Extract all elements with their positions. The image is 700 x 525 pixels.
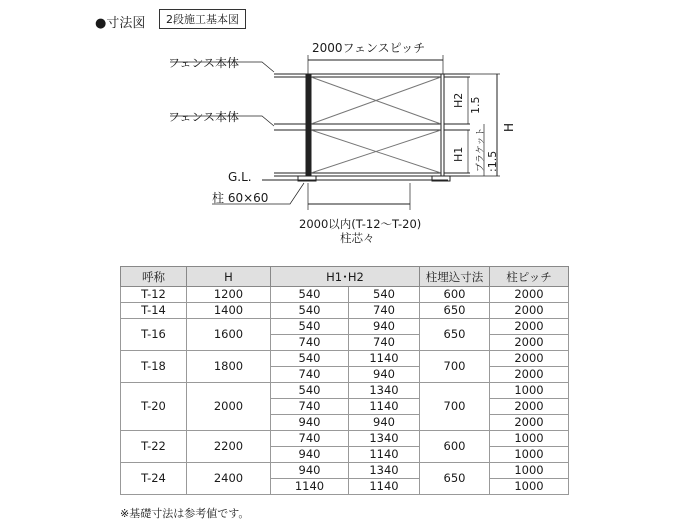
label-pitch: 2000フェンスピッチ — [312, 41, 426, 55]
cell-pitch: 2000 — [490, 367, 569, 383]
cell-pitch: 2000 — [490, 335, 569, 351]
cell-h1: 740 — [271, 399, 349, 415]
table-row — [121, 319, 569, 335]
cell-h2: 740 — [349, 303, 420, 319]
cell-h1: 540 — [271, 351, 349, 367]
label-fence-body-bottom: フェンス本体 — [168, 110, 240, 124]
cell-h1: 540 — [271, 287, 349, 303]
cell-h2: 940 — [349, 367, 420, 383]
cell-pitch: 2000 — [490, 303, 569, 319]
header-pitch: 柱ピッチ — [490, 267, 569, 287]
footnote: ※基礎寸法は参考値です。 — [120, 507, 250, 520]
cell-h2: 1340 — [349, 383, 420, 399]
label-post: 柱 60×60 — [212, 191, 269, 205]
cell-h: 1400 — [187, 303, 271, 319]
cell-name: T-20 — [121, 383, 187, 431]
label-h1: H1 — [452, 146, 465, 162]
cell-name: T-18 — [121, 351, 187, 383]
table-row — [121, 351, 569, 367]
cell-name: T-24 — [121, 463, 187, 495]
post-right — [441, 74, 444, 176]
cell-h2: 1140 — [349, 399, 420, 415]
label-within: 2000以内(T-12～T-20) — [299, 217, 422, 231]
header-h1-h2: H1･H2 — [271, 267, 420, 287]
post-left — [306, 74, 311, 176]
cell-h1: 940 — [271, 447, 349, 463]
cell-name: T-22 — [121, 431, 187, 463]
cell-h1: 740 — [271, 335, 349, 351]
cell-h2: 1340 — [349, 431, 420, 447]
cell-embed: 650 — [420, 319, 490, 351]
cell-embed: 600 — [420, 287, 490, 303]
cell-h2: 740 — [349, 335, 420, 351]
header-embed: 柱埋込寸法 — [420, 267, 490, 287]
cell-h1: 540 — [271, 303, 349, 319]
table-header-row — [121, 267, 569, 287]
cell-embed: 650 — [420, 463, 490, 495]
label-post-center: 柱芯々 — [340, 231, 375, 245]
cell-name: T-14 — [121, 303, 187, 319]
header-name: 呼称 — [121, 267, 187, 287]
spec-table — [120, 266, 569, 495]
cell-embed: 650 — [420, 303, 490, 319]
cell-embed: 600 — [420, 431, 490, 463]
label-h: H — [502, 122, 516, 132]
cell-h1: 940 — [271, 415, 349, 431]
label-gl: G.L. — [228, 170, 252, 184]
label-gap-bottom: :1.5 — [486, 150, 499, 172]
cell-pitch: 2000 — [490, 415, 569, 431]
cell-pitch: 2000 — [490, 351, 569, 367]
cell-h1: 1140 — [271, 479, 349, 495]
table-row — [121, 463, 569, 479]
header-h: H — [187, 267, 271, 287]
cell-h1: 740 — [271, 367, 349, 383]
table-row — [121, 287, 569, 303]
cell-h: 1600 — [187, 319, 271, 351]
cell-embed: 700 — [420, 351, 490, 383]
cell-h: 1800 — [187, 351, 271, 383]
cell-pitch: 1000 — [490, 463, 569, 479]
dimension-diagram — [0, 0, 700, 262]
cell-h1: 940 — [271, 463, 349, 479]
cell-pitch: 1000 — [490, 447, 569, 463]
table-row — [121, 383, 569, 399]
cell-pitch: 1000 — [490, 431, 569, 447]
cell-h2: 940 — [349, 319, 420, 335]
cell-pitch: 2000 — [490, 319, 569, 335]
cell-h: 2400 — [187, 463, 271, 495]
diagram-title: ●寸法図 — [95, 16, 146, 31]
cell-pitch: 2000 — [490, 287, 569, 303]
cell-h2: 1140 — [349, 351, 420, 367]
cell-name: T-16 — [121, 319, 187, 351]
cell-embed: 700 — [420, 383, 490, 431]
label-gap-top: 1.5 — [469, 96, 482, 114]
cell-h2: 940 — [349, 415, 420, 431]
table-row — [121, 431, 569, 447]
cell-h: 1200 — [187, 287, 271, 303]
cell-h2: 1140 — [349, 479, 420, 495]
cell-h2: 1340 — [349, 463, 420, 479]
cell-h2: 540 — [349, 287, 420, 303]
cell-h1: 540 — [271, 383, 349, 399]
cell-h1: 540 — [271, 319, 349, 335]
cell-h: 2000 — [187, 383, 271, 431]
cell-h: 2200 — [187, 431, 271, 463]
label-fence-body-top: フェンス本体 — [168, 56, 240, 70]
diagram-subtitle: 2段施工基本図 — [159, 9, 246, 29]
cell-pitch: 1000 — [490, 479, 569, 495]
cell-name: T-12 — [121, 287, 187, 303]
cell-pitch: 2000 — [490, 399, 569, 415]
cell-h2: 1140 — [349, 447, 420, 463]
cell-pitch: 1000 — [490, 383, 569, 399]
cell-h1: 740 — [271, 431, 349, 447]
table-row — [121, 303, 569, 319]
label-h2: H2 — [452, 92, 465, 108]
label-bracket: ブラケット — [476, 127, 486, 172]
